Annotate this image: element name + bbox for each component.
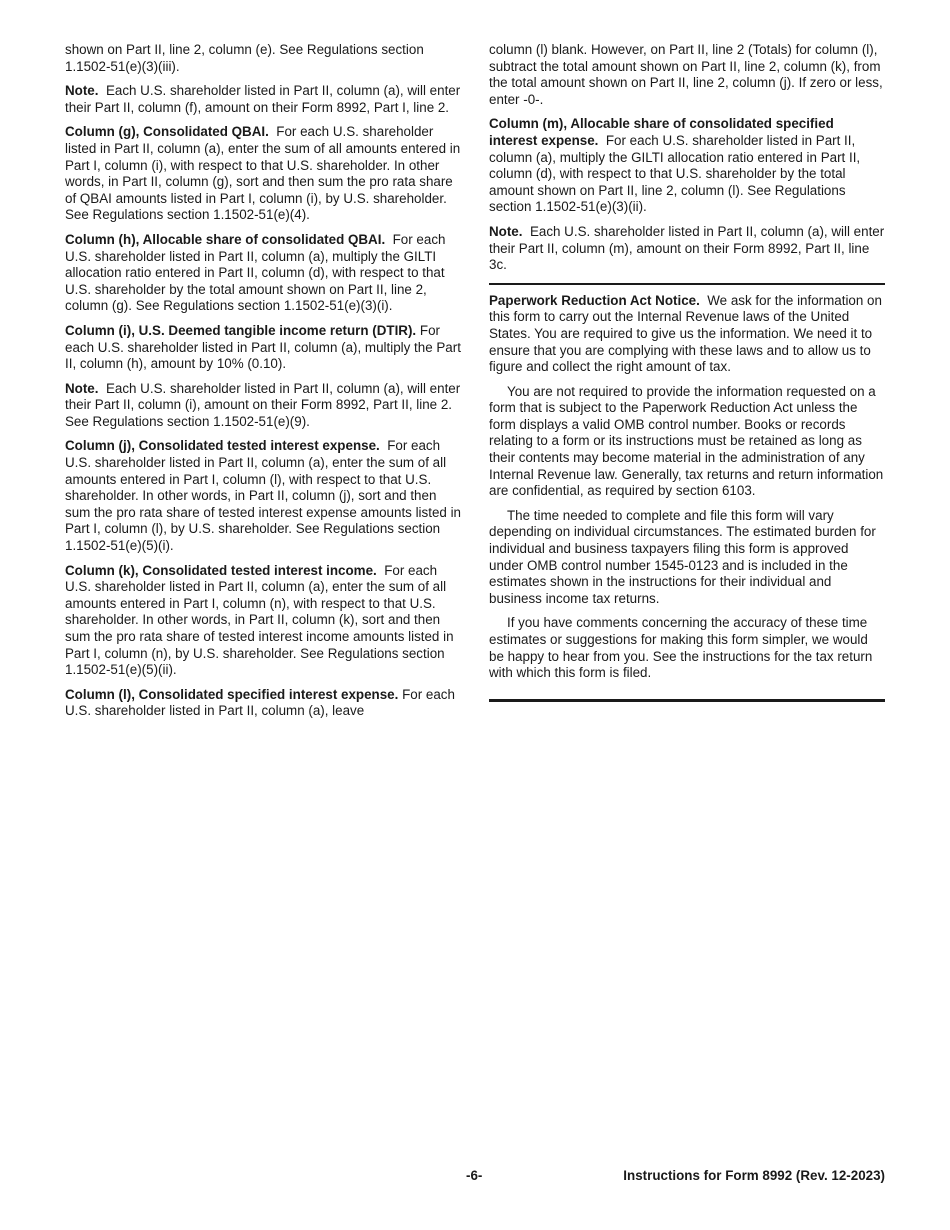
column-i-paragraph [65, 323, 463, 373]
note-paragraph [489, 224, 885, 274]
comments-paragraph: If you have comments concerning the accuracy of these time estimates or suggestions for making this form simpler, we would be happy to hear from you. See the instructions for the tax return with which this form is filed. [489, 615, 873, 681]
column-l-text: For each U.S. shareholder listed in Part II, column (a), leave [65, 686, 455, 719]
left-column [65, 42, 463, 728]
column-h-paragraph [65, 232, 463, 315]
page-number: -6- [466, 1168, 483, 1183]
column-m-paragraph [489, 116, 885, 216]
note-paragraph [65, 381, 463, 431]
right-column [489, 42, 885, 702]
form-title: Instructions for Form 8992 (Rev. 12-2023) [623, 1168, 885, 1183]
column-l-heading: Column (l), Consolidated specified interest expense. [65, 686, 399, 702]
column-l-paragraph [65, 687, 463, 720]
column-j-heading: Column (j), Consolidated tested interest expense. [65, 438, 380, 454]
column-h-heading: Column (h), Allocable share of consolidated QBAI. [65, 231, 386, 247]
end-divider [489, 699, 885, 702]
column-m-text: For each U.S. shareholder listed in Part II, column (a), multiply the GILTI allocation ratio entered in Part II, column (d), with respect to that U.S. shareholder by the total amount shown on Part II, line 2, column (l). See Regulations section 1.1502-51(e)(3)(ii). [489, 132, 861, 215]
column-k-text: For each U.S. shareholder listed in Part II, column (a), enter the sum of all amounts entered in Part I, column (n), with respect to that U.S. shareholder. In other words, in Part II, column (k), sort and then sum the pro rata share of tested interest income amounts listed in Part I, column (n), by U.S. shareholder. See Regulations section 1.1502-51(e)(5)(ii). [65, 562, 454, 678]
column-k-heading: Column (k), Consolidated tested interest income. [65, 562, 377, 578]
note-text: Each U.S. shareholder listed in Part II, column (a), will enter their Part II, column (m), amount on their Form 8992, Part II, line 3c. [489, 223, 885, 273]
paperwork-paragraph [489, 293, 885, 376]
section-divider [489, 283, 885, 285]
column-i-text: For each U.S. shareholder listed in Part II, column (a), multiply the Part II, column (h), amount by 10% (0.10). [65, 322, 461, 372]
note-text: Each U.S. shareholder listed in Part II, column (a), will enter their Part II, column (i), amount on their Form 8992, Part II, line 2. See Regulations section 1.1502-51(e)(9). [65, 380, 461, 429]
note-paragraph [65, 83, 463, 116]
note-text: Each U.S. shareholder listed in Part II, column (a), will enter their Part II, column (f), amount on their Form 8992, Part I, line 2. [65, 83, 461, 115]
note-heading: Note. [65, 83, 99, 99]
burden-paragraph: The time needed to complete and file this form will vary depending on individual circumstances. The estimated burden for individual and business taxpayers filing this form is approved under OMB control number 1545-0123 and is included in the estimates shown in the instructions for their individual and business income tax returns. [489, 507, 876, 606]
paperwork-text: We ask for the information on this form to carry out the Internal Revenue laws of the United States. You are required to give us the information. We need it to ensure that you are complying with these laws and to allow us to figure and collect the right amount of tax. [489, 292, 882, 375]
continuation-text: column (l) blank. However, on Part II, line 2 (Totals) for column (l), subtract the total amount shown on Part II, line 2, column (k), from the total amount shown on Part II, line 2, column (j). If zero or less, enter -0-. [489, 42, 883, 107]
omb-paragraph: You are not required to provide the information requested on a form that is subject to the Paperwork Reduction Act unless the form displays a valid OMB control number. Books or records relating to a form or its instructions must be retained as long as their contents may become material in the administration of any Internal Revenue law. Generally, tax returns and return information are confidential, as required by section 6103. [489, 383, 884, 499]
column-k-paragraph [65, 563, 463, 679]
column-g-text: For each U.S. shareholder listed in Part II, column (a), enter the sum of all amounts entered in Part I, column (i), with respect to that U.S. shareholder. In other words, in Part II, column (g), sort and then sum the pro rata share of QBAI amounts listed in Part I, column (i), by U.S. shareholder. See Regulations section 1.1502-51(e)(4). [65, 124, 461, 223]
column-g-heading: Column (g), Consolidated QBAI. [65, 124, 269, 140]
paperwork-heading: Paperwork Reduction Act Notice. [489, 292, 700, 308]
column-m-heading: Column (m), Allocable share of consolidated specified interest expense. [489, 116, 834, 148]
column-h-text: For each U.S. shareholder listed in Part II, column (a), multiply the GILTI allocation ratio entered in Part II, column (d), with respect to that U.S. shareholder by the total amount shown on Part II, line 2, column (g). See Regulations section 1.1502-51(e)(3)(i). [65, 231, 446, 314]
column-i-heading: Column (i), U.S. Deemed tangible income return (DTIR). [65, 322, 417, 338]
note-heading: Note. [489, 223, 523, 239]
column-g-paragraph [65, 124, 463, 224]
note-heading: Note. [65, 380, 99, 396]
column-j-paragraph [65, 438, 463, 554]
column-j-text: For each U.S. shareholder listed in Part II, column (a), enter the sum of all amounts entered in Part I, column (l), with respect to that U.S. shareholder. In other words, in Part II, column (j), sort and then sum the pro rata share of tested interest expense amounts listed in Part I, column (l), by U.S. shareholder. See Regulations section 1.1502-51(e)(5)(i). [65, 438, 461, 554]
continuation-text: shown on Part II, line 2, column (e). See Regulations section 1.1502-51(e)(3)(iii). [65, 42, 424, 74]
